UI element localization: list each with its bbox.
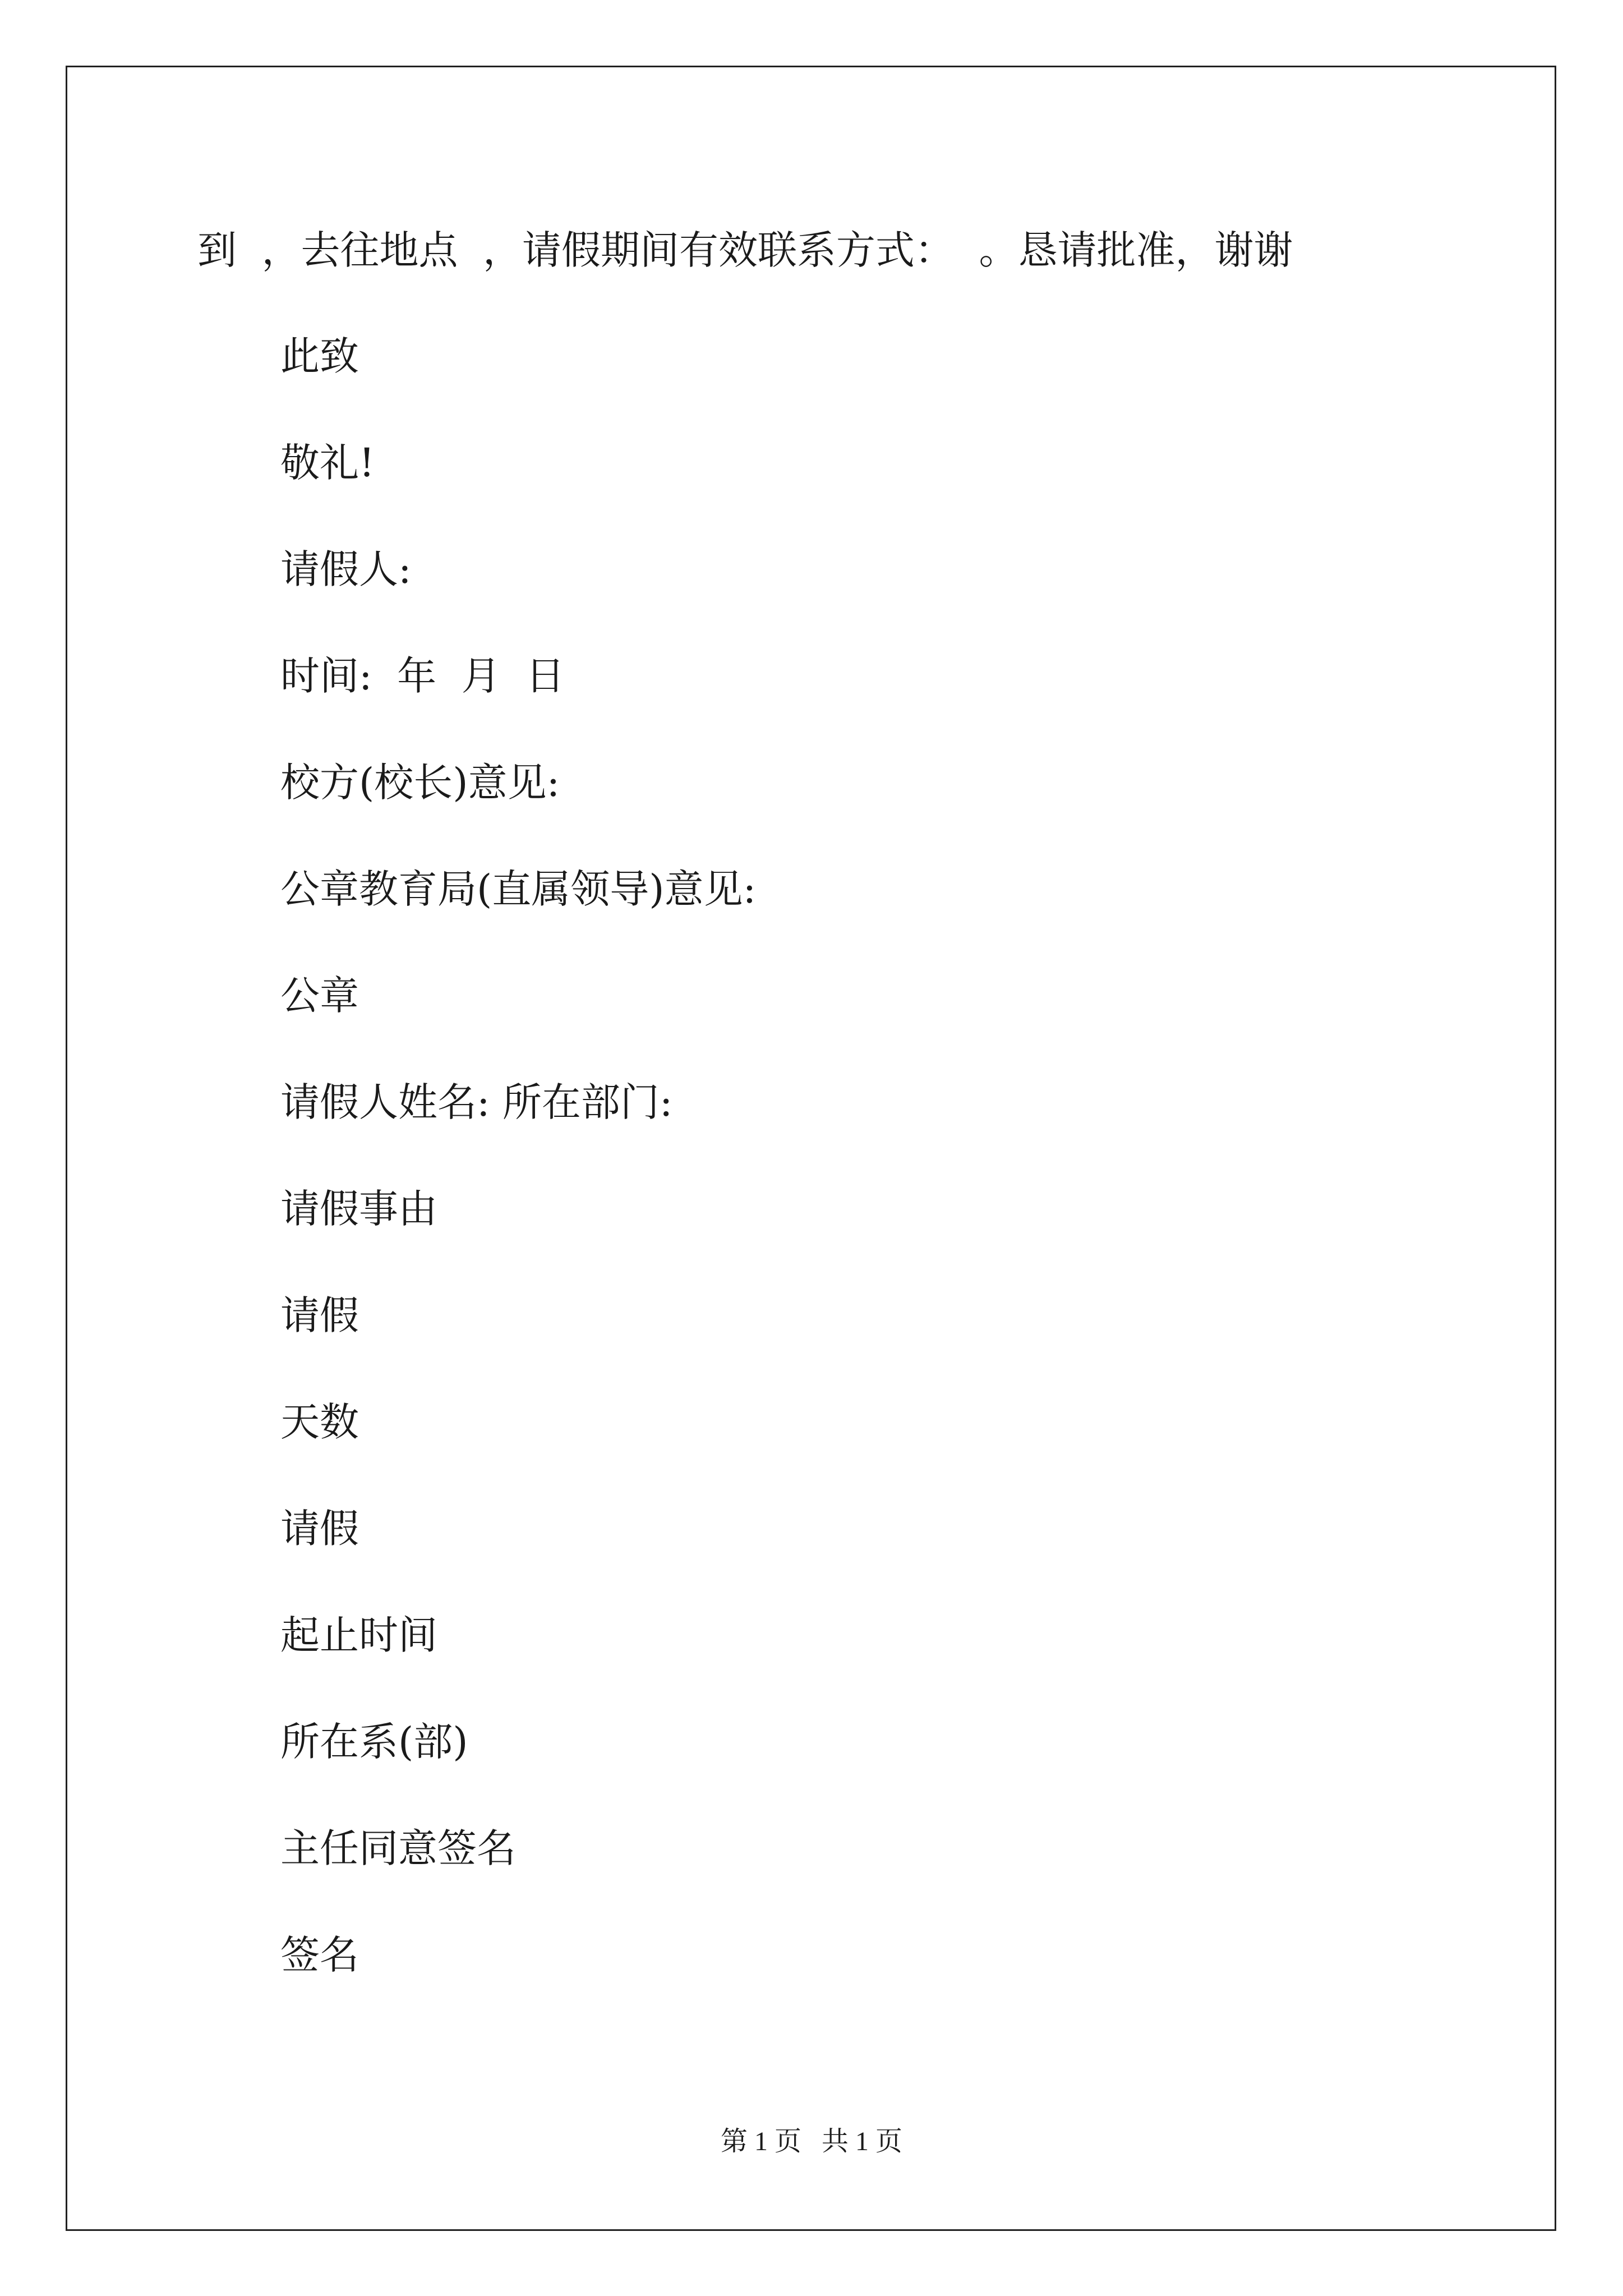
signature-label: 签名 <box>280 1932 359 1978</box>
page-border <box>66 66 1556 2231</box>
director-approval-signature-label: 主任同意签名 <box>280 1825 516 1871</box>
applicant-name-department-label: 请假人姓名: 所在部门: <box>280 1079 673 1125</box>
official-seal-label: 公章 <box>280 973 359 1019</box>
leave-reason-label: 请假事由 <box>280 1186 437 1232</box>
leave-label-2: 请假 <box>280 1506 359 1552</box>
department-label: 所在系(部) <box>280 1719 468 1765</box>
bureau-opinion-label: 公章教育局(直属领导)意见: <box>280 866 757 912</box>
date-label: 时间: 年 月 日 <box>280 653 565 699</box>
days-label: 天数 <box>280 1399 359 1445</box>
principal-opinion-label: 校方(校长)意见: <box>280 760 560 806</box>
body-line-intro: 到 ，去往地点 ，请假期间有效联系方式： 。恳请批准，谢谢 <box>197 227 1293 273</box>
closing-salutation: 此致 <box>280 333 359 379</box>
closing-regards: 敬礼! <box>280 440 375 486</box>
applicant-label: 请假人: <box>280 546 412 592</box>
page-number-footer: 第 1 页 共 1 页 <box>720 2127 902 2156</box>
start-end-time-label: 起止时间 <box>280 1612 437 1658</box>
leave-label-1: 请假 <box>280 1292 359 1338</box>
